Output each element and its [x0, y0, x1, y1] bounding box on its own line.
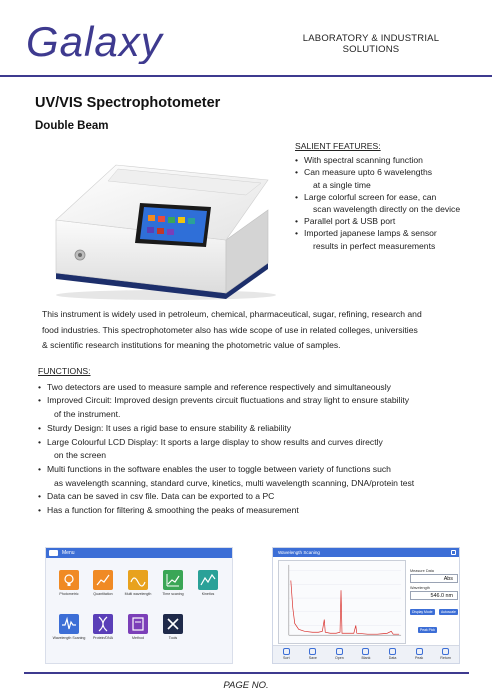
function-item: • Has a function for filtering & smoothing the peaks of measurement [38, 504, 470, 518]
function-item: • Large Colourful LCD Display: It sports a large display to show results and curves directly [38, 436, 470, 450]
menu-screenshot [45, 547, 233, 664]
function-item: • Multi functions in the software enables the user to toggle between variety of functions such [38, 463, 470, 477]
blank-icon [362, 648, 369, 655]
function-item: • Improved Circuit: Improved design prevents circuit fluctuations and stray light to ensure stability [38, 394, 470, 408]
spectrophotometer-image [36, 145, 284, 303]
data-icon [389, 648, 396, 655]
menu-tile[interactable] [128, 570, 148, 590]
menu-tile-label: Multi wavelength [124, 592, 152, 596]
function-item-continued: of the instrument. [54, 409, 121, 420]
scan-title: Wavelength Scaning [278, 550, 320, 555]
open-label: Open [335, 656, 344, 660]
svg-text:Galaxy: Galaxy [26, 18, 163, 64]
wavelength-label: Wavelength [410, 586, 430, 590]
function-item: • Two detectors are used to measure sample and reference respectively and simultaneously [38, 381, 470, 395]
return-icon [442, 648, 449, 655]
salient-item-continued: scan wavelength directly on the device [313, 204, 461, 215]
menu-tile-label: Kinetics [201, 592, 215, 596]
sort-button[interactable] [277, 646, 295, 663]
intro-line: & scientific research institutions for meaning the photometric value of samples. [42, 340, 341, 350]
menu-tile-label: Photometric [59, 592, 79, 596]
footer-divider [24, 672, 469, 674]
save-label: Save [308, 656, 317, 660]
menu-tile[interactable] [59, 570, 79, 590]
tools-icon [163, 614, 183, 634]
page-number: PAGE NO. [223, 680, 269, 691]
salient-item: • Parallel port & USB port [295, 215, 490, 227]
salient-item-continued: results in perfect measurements [313, 240, 436, 251]
spectrum-plot [278, 560, 406, 644]
salient-item: • Imported japanese lamps & sensor [295, 227, 490, 239]
wavelength-field[interactable]: 546.0 nm [410, 591, 458, 600]
function-item-continued: on the screen [54, 450, 107, 461]
tagline-line-2: SOLUTIONS [342, 44, 400, 55]
return-label: Return [440, 656, 452, 660]
functions-heading: FUNCTIONS: [38, 366, 91, 376]
spectrum-icon [59, 614, 79, 634]
measure-data-label: Measure Data [410, 569, 434, 573]
salient-list [295, 154, 490, 252]
salient-item: • Can measure upto 6 wavelengths [295, 166, 490, 178]
menu-tile-label: Wavelength Scaning [52, 636, 86, 640]
open-button[interactable] [330, 646, 348, 663]
peak-pick-button[interactable]: Peak Pick [420, 628, 436, 632]
blank-button[interactable] [357, 646, 375, 663]
salient-item: • With spectral scanning function [295, 154, 490, 166]
menu-title: Menu [62, 550, 75, 556]
menu-title-bar [46, 548, 232, 558]
salient-heading: SALIENT FEATURES: [295, 141, 381, 151]
dna-icon [93, 614, 113, 634]
display-mode-button[interactable]: Display Mode [412, 610, 433, 614]
return-button[interactable] [437, 646, 455, 663]
save-icon [309, 648, 316, 655]
intro-line: food industries. This spectrophotometer also has wide scope of use in related colleges, universities [42, 324, 418, 335]
header-divider [0, 75, 492, 77]
scan-side-panel [410, 566, 458, 636]
data-button[interactable] [384, 646, 402, 663]
company-tagline [296, 33, 446, 55]
intro-paragraph [42, 307, 462, 354]
autoscale-button[interactable]: Autoscale [441, 610, 456, 614]
logo-graphic [24, 18, 214, 64]
menu-tile-label: Quantitation [93, 592, 113, 596]
home-icon [451, 550, 456, 555]
measure-data-field[interactable]: Abs [410, 574, 458, 583]
menu-tile[interactable] [163, 614, 183, 634]
app-logo-icon [49, 550, 58, 556]
menu-tile[interactable] [198, 570, 218, 590]
method-icon [128, 614, 148, 634]
product-title: UV/VIS Spectrophotometer [35, 95, 221, 111]
product-subtitle: Double Beam [35, 120, 109, 132]
menu-tile[interactable] [93, 570, 113, 590]
chart-icon [93, 570, 113, 590]
sort-label: Sort [282, 656, 290, 660]
wave-icon [128, 570, 148, 590]
menu-tile[interactable] [93, 614, 113, 634]
menu-tile-label: Protein/DNA [93, 636, 113, 640]
lightbulb-icon [59, 570, 79, 590]
menu-tile[interactable] [59, 614, 79, 634]
function-item: • Sturdy Design: It uses a rigid base to ensure stability & reliability [38, 422, 470, 436]
menu-tile[interactable] [128, 614, 148, 634]
menu-tile-label: Time scaning [162, 592, 184, 596]
functions-list [38, 381, 470, 518]
time-chart-icon [163, 570, 183, 590]
tagline-line-1: LABORATORY & INDUSTRIAL [302, 33, 440, 44]
scan-title-bar [273, 548, 459, 557]
wavelength-scan-screenshot [272, 547, 460, 664]
scan-footer-toolbar [273, 645, 459, 663]
open-icon [336, 648, 343, 655]
menu-tile-label: Method [132, 636, 144, 640]
peak-label: Peak [414, 656, 424, 660]
sort-icon [283, 648, 290, 655]
salient-features [295, 140, 490, 252]
galaxy-logo [24, 18, 214, 64]
menu-tile-label: Tools [168, 636, 178, 640]
intro-line: This instrument is widely used in petroleum, chemical, pharmaceutical, sugar, refining, research and [42, 309, 422, 319]
salient-item: • Large colorful screen for ease, can [295, 191, 490, 203]
kinetics-icon [198, 570, 218, 590]
blank-label: Blank [361, 656, 371, 660]
save-button[interactable] [304, 646, 322, 663]
peak-icon [416, 648, 423, 655]
menu-tile[interactable] [163, 570, 183, 590]
salient-item-continued: at a single time [313, 179, 371, 190]
data-label: Data [388, 656, 397, 660]
function-item-continued: as wavelength scanning, standard curve, kinetics, multi wavelength scanning, DNA/protein test [54, 477, 415, 488]
peak-button[interactable] [410, 646, 428, 663]
functions-section [38, 365, 470, 518]
function-item: • Data can be saved in csv file. Data can be exported to a PC [38, 490, 470, 504]
